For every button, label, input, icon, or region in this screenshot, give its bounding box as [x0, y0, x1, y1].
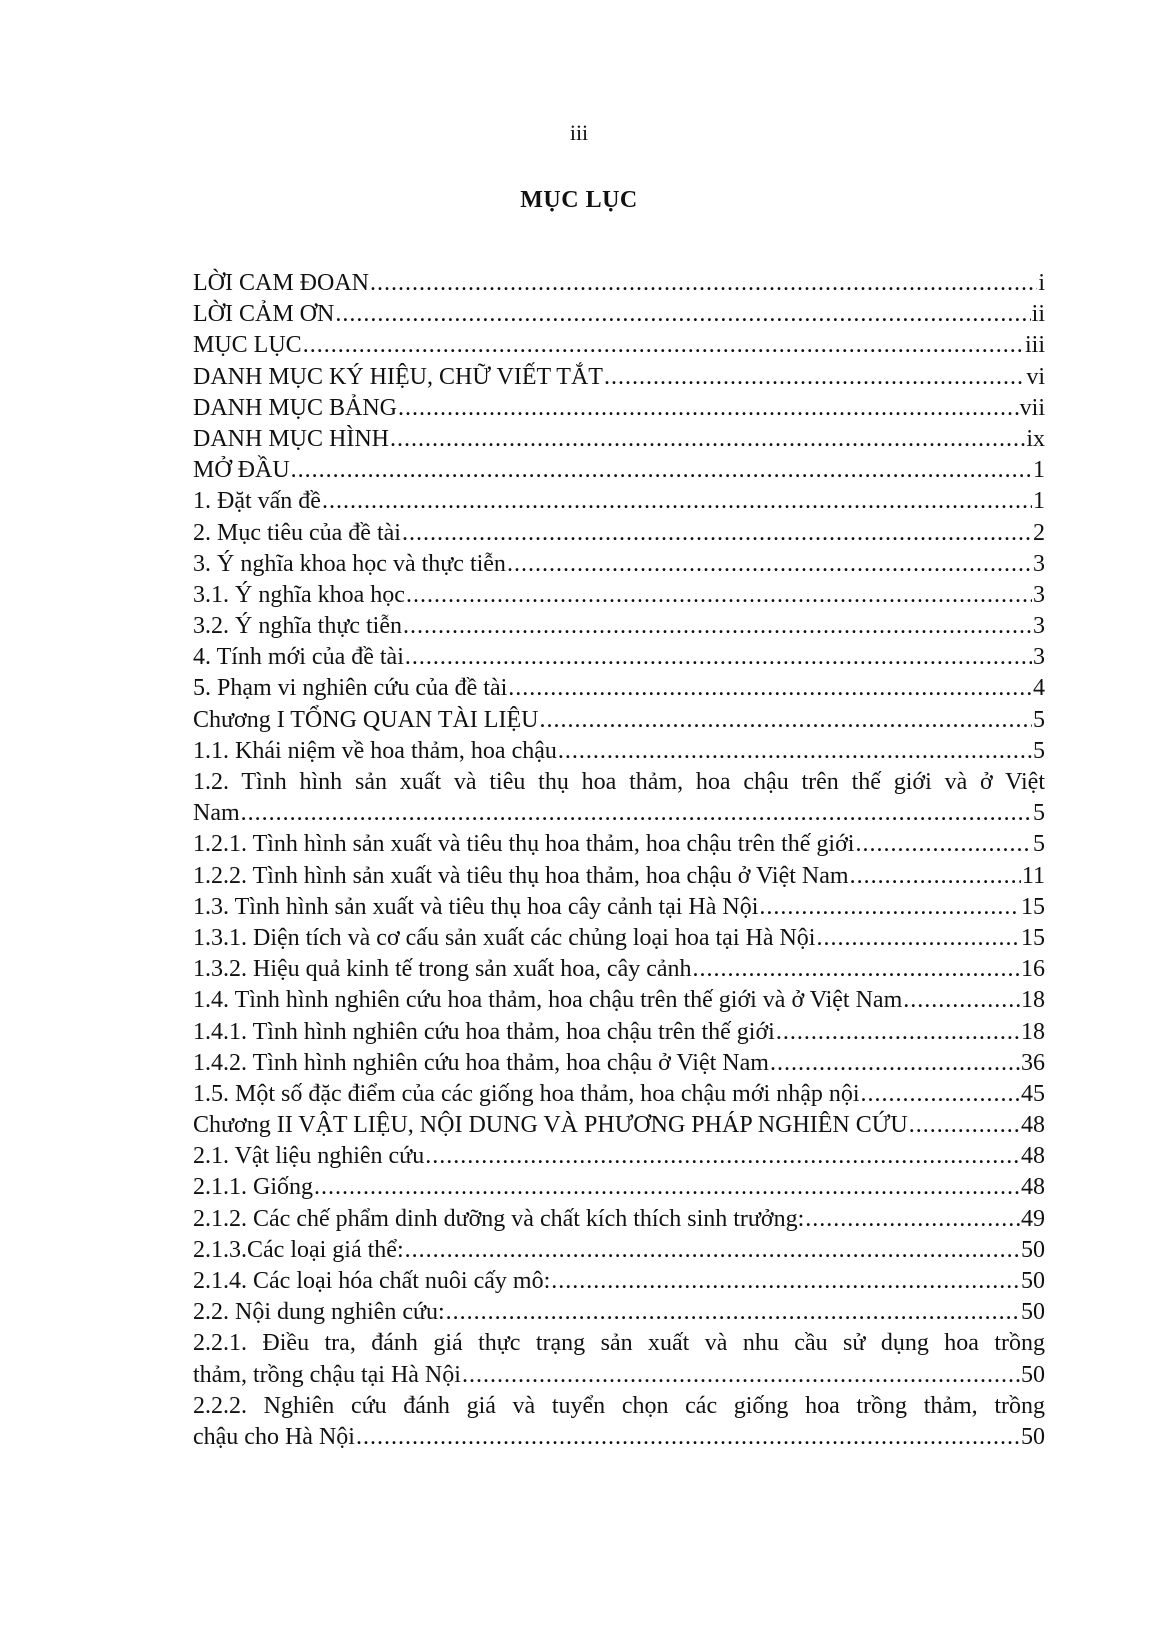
toc-entry-page: 50 [1021, 1361, 1045, 1388]
toc-row [193, 330, 1045, 361]
toc-entry-label: 5. Phạm vi nghiên cứu của đề tài [193, 675, 508, 702]
toc-row [193, 705, 1045, 736]
toc-entry-label: MỞ ĐẦU [193, 457, 290, 484]
toc-entry[interactable] [193, 861, 1045, 892]
toc-entry[interactable] [193, 1141, 1045, 1172]
toc-row [193, 1110, 1045, 1141]
toc-entry-label: 2.1.2. Các chế phẩm dinh dưỡng và chất kích thích sinh trưởng: [193, 1205, 805, 1232]
toc-row [193, 393, 1045, 424]
dot-leader [405, 642, 1032, 673]
dot-leader [551, 1266, 1020, 1297]
toc-entry-label: 2. Mục tiêu của đề tài [193, 519, 401, 546]
toc-entry[interactable] [193, 892, 1045, 923]
toc-entry-label: 2.2. Nội dung nghiên cứu: [193, 1299, 445, 1326]
toc-row [193, 1141, 1045, 1172]
toc-entry[interactable] [193, 1391, 1045, 1453]
toc-entry-label: 1.2.2. Tình hình sản xuất và tiêu thụ hoa thảm, hoa chậu ở Việt Nam [193, 862, 849, 889]
toc-entry-page: iii [1024, 332, 1045, 359]
toc-entry-page: 48 [1021, 1174, 1045, 1201]
toc-row [193, 611, 1045, 642]
toc-entry-page: 49 [1021, 1205, 1045, 1232]
toc-entry-page: 1 [1033, 457, 1045, 484]
toc-entry-page: 5 [1033, 831, 1045, 858]
toc-row [193, 486, 1045, 517]
toc-entry-page: 11 [1021, 862, 1045, 889]
toc-row [193, 1297, 1045, 1328]
dot-leader [402, 518, 1032, 549]
toc-entry-page: 3 [1033, 644, 1045, 671]
dot-leader [558, 736, 1032, 767]
toc-row [193, 1079, 1045, 1110]
toc-row [193, 798, 1045, 829]
toc-entry-label: 2.1.4. Các loại hóa chất nuôi cấy mô: [193, 1268, 551, 1294]
dot-leader [291, 455, 1032, 486]
table-of-contents [193, 268, 1045, 1453]
toc-entry-label: 2.1. Vật liệu nghiên cứu [193, 1143, 425, 1170]
toc-entry[interactable] [193, 736, 1045, 767]
toc-entry[interactable] [193, 705, 1045, 736]
toc-entry-label: Chương II VẬT LIỆU, NỘI DUNG VÀ PHƯƠNG PHÁP NGHIÊN CỨU [193, 1112, 908, 1139]
dot-leader [693, 954, 1020, 985]
dot-leader [303, 330, 1024, 361]
toc-entry[interactable] [193, 268, 1045, 299]
toc-row [193, 1235, 1045, 1266]
toc-entry[interactable] [193, 829, 1045, 860]
dot-leader [903, 985, 1020, 1016]
dot-leader [322, 486, 1032, 517]
toc-row [193, 642, 1045, 673]
dot-leader [403, 611, 1032, 642]
toc-entry-page: 50 [1021, 1268, 1045, 1294]
toc-entry[interactable] [193, 1017, 1045, 1048]
toc-entry-label: MỤC LỤC [193, 332, 302, 359]
toc-entry-label: DANH MỤC HÌNH [193, 425, 389, 452]
toc-entry-label: 1.4.1. Tình hình nghiên cứu hoa thảm, hoa chậu trên thế giới [193, 1018, 775, 1045]
toc-entry-page: 3 [1033, 581, 1045, 608]
toc-entry-label: 3. Ý nghĩa khoa học và thực tiễn [193, 550, 506, 577]
toc-row [193, 923, 1045, 954]
toc-entry-label: 1.4.2. Tình hình nghiên cứu hoa thảm, hoa chậu ở Việt Nam [193, 1049, 769, 1076]
toc-entry[interactable] [193, 455, 1045, 486]
dot-leader [539, 705, 1032, 736]
toc-entry[interactable] [193, 1079, 1045, 1110]
toc-entry-lead: 2.2.1. Điều tra, đánh giá thực trạng sản xuất và nhu cầu sử dụng hoa trồng [193, 1330, 1045, 1357]
toc-entry[interactable] [193, 642, 1045, 673]
toc-entry-page: 15 [1021, 893, 1045, 920]
toc-entry[interactable] [193, 362, 1045, 393]
toc-entry-label: 1.4. Tình hình nghiên cứu hoa thảm, hoa chậu trên thế giới và ở Việt Nam [193, 987, 903, 1014]
toc-entry-lead: 2.2.2. Nghiên cứu đánh giá và tuyển chọn các giống hoa trồng thảm, trồng [193, 1392, 1045, 1419]
toc-entry[interactable] [193, 1266, 1045, 1297]
dot-leader [390, 424, 1025, 455]
toc-row [193, 1048, 1045, 1079]
dot-leader [406, 580, 1032, 611]
toc-entry-page: 50 [1021, 1299, 1045, 1326]
toc-entry[interactable] [193, 1172, 1045, 1203]
toc-entry-label: 2.1.3.Các loại giá thể: [193, 1236, 404, 1263]
toc-entry-page: 18 [1021, 987, 1045, 1014]
toc-entry-page: 48 [1021, 1143, 1045, 1170]
toc-entry-page: 50 [1021, 1236, 1045, 1263]
toc-entry-label: 1.3.1. Diện tích và cơ cấu sản xuất các chủng loại hoa tại Hà Nội [193, 924, 816, 951]
toc-entry-page: 5 [1033, 706, 1045, 733]
toc-entry-page: 5 [1033, 800, 1045, 827]
dot-leader [398, 393, 1019, 424]
toc-entry-label: chậu cho Hà Nội [193, 1423, 355, 1450]
dot-leader [507, 549, 1032, 580]
toc-row [193, 362, 1045, 393]
dot-leader [335, 299, 1030, 330]
toc-entry-label: DANH MỤC KÝ HIỆU, CHỮ VIẾT TẮT [193, 363, 603, 390]
toc-entry-page: i [1038, 270, 1045, 296]
page-number: iii [569, 120, 589, 145]
toc-row [193, 1204, 1045, 1235]
dot-leader [770, 1048, 1020, 1079]
toc-entry[interactable] [193, 1297, 1045, 1328]
toc-entry-label: DANH MỤC BẢNG [193, 394, 398, 421]
toc-row [193, 1360, 1045, 1391]
toc-entry[interactable] [193, 673, 1045, 704]
toc-entry-page: 3 [1033, 613, 1045, 640]
toc-entry-page: 45 [1021, 1080, 1045, 1107]
toc-row [193, 580, 1045, 611]
dot-leader [604, 362, 1025, 393]
toc-entry[interactable] [193, 985, 1045, 1016]
toc-entry-page: 48 [1021, 1112, 1045, 1139]
toc-entry-page: 50 [1021, 1423, 1045, 1450]
toc-entry-label: LỜI CAM ĐOAN [193, 270, 369, 296]
toc-row [193, 954, 1045, 985]
toc-row [193, 549, 1045, 580]
toc-entry-page: vii [1019, 394, 1045, 421]
toc-entry-label: 1.1. Khái niệm về hoa thảm, hoa chậu [193, 737, 557, 764]
dot-leader [805, 1204, 1020, 1235]
page-title: MỤC LỤC [520, 187, 638, 213]
toc-entry-page: 2 [1033, 519, 1045, 546]
toc-entry[interactable] [193, 330, 1045, 361]
toc-row [193, 1266, 1045, 1297]
toc-row [193, 518, 1045, 549]
toc-entry[interactable] [193, 1110, 1045, 1141]
toc-row [193, 1422, 1045, 1453]
toc-entry[interactable] [193, 923, 1045, 954]
toc-entry-label: 1. Đặt vấn đề [193, 488, 321, 515]
dot-leader [446, 1297, 1020, 1328]
toc-entry[interactable] [193, 767, 1045, 829]
toc-entry-label: 3.2. Ý nghĩa thực tiễn [193, 613, 402, 640]
toc-entry-label: Nam [193, 800, 240, 827]
toc-entry[interactable] [193, 580, 1045, 611]
toc-row [193, 1172, 1045, 1203]
dot-leader [462, 1360, 1020, 1391]
toc-entry-label: LỜI CẢM ƠN [193, 301, 335, 328]
toc-entry-label: thảm, trồng chậu tại Hà Nội [193, 1361, 461, 1388]
toc-entry[interactable] [193, 486, 1045, 517]
toc-entry-page: vi [1026, 363, 1045, 390]
toc-row [193, 268, 1045, 299]
toc-row [193, 673, 1045, 704]
toc-entry-label: 1.3.2. Hiệu quả kinh tế trong sản xuất hoa, cây cảnh [193, 956, 692, 983]
toc-entry-page: 16 [1021, 956, 1045, 983]
dot-leader [816, 923, 1020, 954]
toc-row [193, 455, 1045, 486]
toc-row [193, 424, 1045, 455]
dot-leader [314, 1172, 1020, 1203]
dot-leader [909, 1110, 1020, 1141]
toc-entry-page: 3 [1033, 550, 1045, 577]
toc-row [193, 736, 1045, 767]
dot-leader [776, 1017, 1020, 1048]
toc-entry-page: 15 [1021, 924, 1045, 951]
toc-entry[interactable] [193, 611, 1045, 642]
toc-entry-page: ii [1031, 301, 1045, 328]
toc-entry-label: Chương I TỔNG QUAN TÀI LIỆU [193, 706, 539, 733]
toc-entry[interactable] [193, 424, 1045, 455]
dot-leader [356, 1422, 1020, 1453]
toc-row [193, 299, 1045, 330]
toc-entry-label: 1.2.1. Tình hình sản xuất và tiêu thụ hoa thảm, hoa chậu trên thế giới [193, 831, 855, 858]
toc-entry-page: 1 [1033, 488, 1045, 515]
toc-row [193, 829, 1045, 860]
toc-entry-label: 3.1. Ý nghĩa khoa học [193, 581, 405, 608]
toc-entry-lead: 1.2. Tình hình sản xuất và tiêu thụ hoa thảm, hoa chậu trên thế giới và ở Việt [193, 769, 1045, 795]
toc-entry-label: 1.5. Một số đặc điểm của các giống hoa thảm, hoa chậu mới nhập nội [193, 1080, 860, 1107]
dot-leader [508, 673, 1032, 704]
dot-leader [425, 1141, 1020, 1172]
toc-entry[interactable] [193, 1048, 1045, 1079]
dot-leader [861, 1079, 1020, 1110]
toc-entry[interactable] [193, 393, 1045, 424]
toc-entry[interactable] [193, 954, 1045, 985]
dot-leader [850, 861, 1021, 892]
toc-entry-page: 18 [1021, 1018, 1045, 1045]
toc-entry-label: 1.3. Tình hình sản xuất và tiêu thụ hoa cây cảnh tại Hà Nội [193, 893, 759, 920]
dot-leader [855, 829, 1032, 860]
toc-row [193, 1017, 1045, 1048]
toc-entry-label: 4. Tính mới của đề tài [193, 644, 404, 671]
toc-entry[interactable] [193, 549, 1045, 580]
toc-row [193, 892, 1045, 923]
toc-entry[interactable] [193, 1235, 1045, 1266]
toc-row [193, 861, 1045, 892]
toc-row [193, 985, 1045, 1016]
dot-leader [405, 1235, 1020, 1266]
dot-leader [759, 892, 1020, 923]
toc-entry[interactable] [193, 1328, 1045, 1390]
toc-entry[interactable] [193, 1204, 1045, 1235]
toc-entry[interactable] [193, 518, 1045, 549]
toc-entry-page: 4 [1033, 675, 1045, 702]
dot-leader [241, 798, 1032, 829]
toc-entry-page: ix [1026, 425, 1045, 452]
toc-entry-label: 2.1.1. Giống [193, 1174, 313, 1201]
dot-leader [370, 268, 1037, 299]
toc-entry-page: 5 [1033, 737, 1045, 764]
toc-entry[interactable] [193, 299, 1045, 330]
toc-entry-page: 36 [1021, 1049, 1045, 1076]
